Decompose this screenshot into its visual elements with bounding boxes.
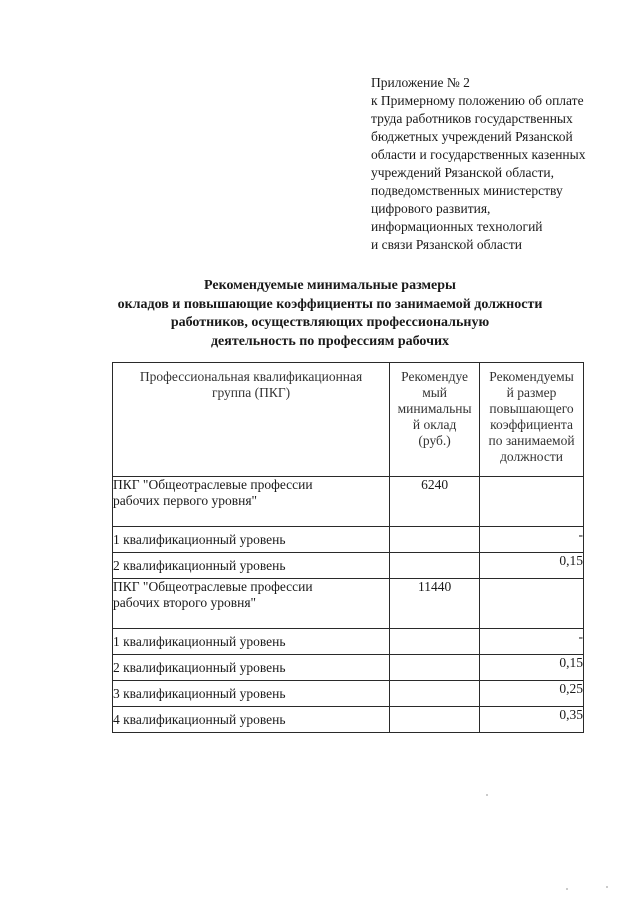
coefficient-cell: -	[480, 629, 584, 655]
scan-speck	[566, 888, 568, 890]
header-line: коэффициента	[490, 417, 573, 432]
table-row-level	[113, 655, 584, 681]
appendix-note	[371, 74, 633, 254]
salary-cell: 6240	[390, 477, 480, 527]
table-row-group	[113, 579, 584, 629]
level-name-cell: 2 квалификационный уровень	[113, 655, 390, 681]
appendix-line: к Примерному положению об оплате	[371, 93, 584, 108]
header-line: й оклад	[412, 417, 457, 432]
table-row-level	[113, 629, 584, 655]
cell-line: ПКГ "Общеотраслевые профессии	[113, 477, 313, 492]
cell-line: рабочих первого уровня"	[113, 493, 258, 508]
appendix-line: области и государственных казенных	[371, 147, 586, 162]
table-row-group	[113, 477, 584, 527]
salary-cell	[390, 553, 480, 579]
group-name-cell	[113, 579, 390, 629]
scan-speck	[606, 886, 608, 888]
cell-line: ПКГ "Общеотраслевые профессии	[113, 579, 313, 594]
header-professional-group	[113, 363, 390, 477]
table-row-level	[113, 707, 584, 733]
header-line: группа (ПКГ)	[211, 385, 291, 400]
title-line: Рекомендуемые минимальные размеры	[203, 278, 456, 293]
salary-cell	[390, 629, 480, 655]
coefficient-cell: 0,15	[480, 655, 584, 681]
appendix-line: бюджетных учреждений Рязанской	[371, 129, 573, 144]
header-line: Рекомендуе	[401, 369, 469, 384]
salary-cell	[390, 681, 480, 707]
document-title	[100, 277, 560, 351]
header-min-salary	[390, 363, 480, 477]
salary-cell: 11440	[390, 579, 480, 629]
coefficient-cell: 0,35	[480, 707, 584, 733]
coefficient-cell	[480, 477, 584, 527]
salary-cell	[390, 527, 480, 553]
level-name-cell: 1 квалификационный уровень	[113, 629, 390, 655]
appendix-line: подведомственных министерству	[371, 183, 563, 198]
header-line: мый	[422, 385, 448, 400]
header-coefficient	[480, 363, 584, 477]
level-name-cell: 2 квалификационный уровень	[113, 553, 390, 579]
cell-line: рабочих второго уровня"	[113, 595, 257, 610]
title-line: работников, осуществляющих профессиональную	[170, 315, 490, 330]
salary-table	[112, 362, 584, 733]
level-name-cell: 1 квалификационный уровень	[113, 527, 390, 553]
table-header-row	[113, 363, 584, 477]
table-row-level	[113, 681, 584, 707]
header-line: должности	[500, 449, 563, 464]
header-line: Рекомендуемы	[489, 369, 574, 384]
header-line: й размер	[506, 385, 557, 400]
level-name-cell: 3 квалификационный уровень	[113, 681, 390, 707]
header-line: минимальны	[397, 401, 472, 416]
appendix-line: информационных технологий	[371, 219, 543, 234]
header-line: Профессиональная квалификационная	[139, 369, 363, 384]
header-line: повышающего	[489, 401, 574, 416]
scan-speck	[486, 794, 488, 796]
salary-cell	[390, 655, 480, 681]
header-line: по занимаемой	[488, 433, 575, 448]
title-line: окладов и повышающие коэффициенты по занимаемой должности	[117, 296, 543, 312]
table-row-level	[113, 553, 584, 579]
appendix-line: Приложение № 2	[371, 75, 470, 90]
appendix-line: цифрового развития,	[371, 201, 491, 216]
group-name-cell	[113, 477, 390, 527]
table-row-level	[113, 527, 584, 553]
coefficient-cell: 0,25	[480, 681, 584, 707]
salary-cell	[390, 707, 480, 733]
coefficient-cell: 0,15	[480, 553, 584, 579]
appendix-line: учреждений Рязанской области,	[371, 165, 554, 180]
level-name-cell: 4 квалификационный уровень	[113, 707, 390, 733]
title-line: деятельность по профессиям рабочих	[210, 333, 450, 349]
header-line: (руб.)	[418, 433, 451, 448]
appendix-line: труда работников государственных	[371, 111, 573, 126]
coefficient-cell	[480, 579, 584, 629]
coefficient-cell: -	[480, 527, 584, 553]
appendix-line: и связи Рязанской области	[371, 237, 523, 252]
